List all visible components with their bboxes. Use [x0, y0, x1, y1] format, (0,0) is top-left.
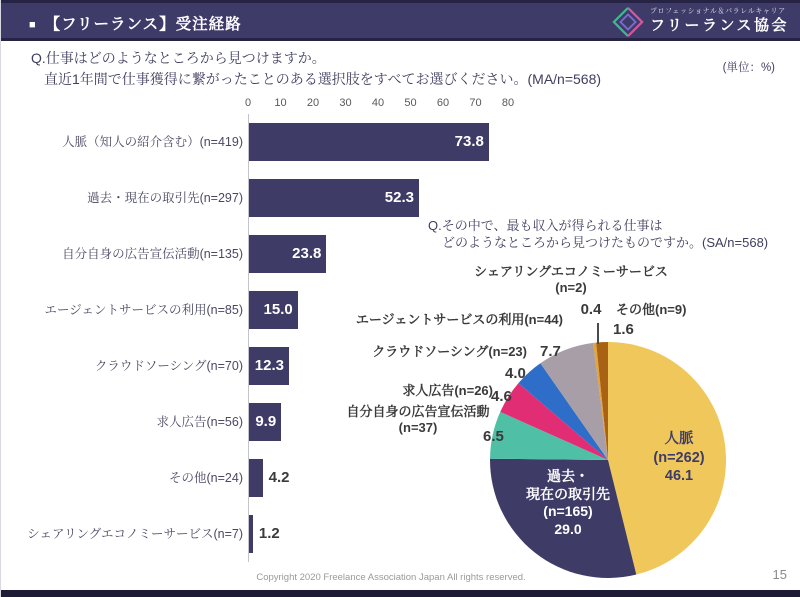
pie-label-job-ads-name: 求人広告 — [402, 383, 455, 398]
bar-value-label: 4.2 — [268, 469, 290, 486]
bar-category-label: エージェントサービスの利用(n=85) — [44, 303, 243, 317]
question-1 — [31, 48, 601, 90]
pie-label-past-clients-name-l2: 現在の取引先 — [526, 485, 610, 502]
bar-value-label: 23.8 — [292, 245, 322, 262]
bar-category-label: 求人広告(n=56) — [156, 415, 243, 429]
pie-label-agent — [331, 312, 563, 328]
logo-text-block — [650, 8, 789, 35]
pie-label-personal-network — [625, 430, 733, 486]
pie-value-job-ads: 4.6 — [491, 388, 512, 405]
bar — [249, 123, 489, 161]
bar-category-label: その他(n=24) — [169, 471, 243, 485]
copyright-text: Copyright 2020 Freelance Association Japan All rights reserved. — [256, 572, 526, 583]
bar-category-label: シェアリングエコノミーサービス(n=7) — [27, 527, 243, 541]
pie-label-self-promotion-name: 自分自身の広告宣伝活動 — [346, 404, 490, 419]
pie-label-sharing-economy-name: シェアリングエコノミーサービス — [474, 264, 668, 279]
pie-label-other — [616, 302, 686, 318]
pie-value-sharing-economy: 0.4 — [580, 301, 602, 318]
x-axis-ticks — [244, 97, 515, 111]
bar-value-label: 52.3 — [384, 189, 414, 206]
bar-value-label: 9.9 — [255, 413, 277, 430]
bar-category-label: 自分自身の広告宣伝活動(n=135) — [62, 247, 243, 261]
pie-leader-line — [597, 323, 599, 344]
title-bullet-icon: ■ — [29, 19, 37, 31]
pie-label-self-promotion — [334, 404, 502, 436]
x-axis-tick-label: 0 — [244, 97, 252, 109]
question-1-line1: Q.仕事はどのようなところから見つけますか。 — [31, 50, 326, 66]
bar — [249, 179, 419, 217]
pie-label-agent-name: エージェントサービスの利用 — [355, 312, 525, 327]
freelance-association-logo — [612, 6, 789, 38]
title-text: 【フリーランス】受注経路 — [44, 16, 242, 33]
pie-label-agent-n: (n=44) — [524, 312, 563, 327]
bar-value-label: 1.2 — [258, 525, 280, 542]
x-axis-tick-label: 20 — [306, 97, 320, 109]
page-title — [29, 12, 242, 34]
question-2 — [428, 217, 768, 251]
pie-label-self-promotion-n: (n=37) — [398, 420, 438, 435]
bar — [249, 515, 253, 553]
x-axis-tick-label: 80 — [501, 97, 515, 109]
unit-label: (単位：%) — [722, 62, 775, 74]
question-2-line2: どのようなところから見つけたものですか。(SA/n=568) — [442, 235, 769, 250]
question-1-line2: 直近1年間で仕事獲得に繋がったことのある選択肢をすべてお選びください。(MA/n=568) — [44, 71, 602, 87]
logo-org-name: フリーランス協会 — [650, 16, 789, 34]
pie-label-other-name: その他 — [616, 302, 656, 317]
x-axis-tick-label: 70 — [469, 97, 482, 109]
x-axis-tick-label: 40 — [371, 97, 385, 109]
pie-label-job-ads-n: (n=26) — [454, 383, 493, 398]
pie-value-crowdsourcing: 4.0 — [505, 365, 526, 382]
bar-category-label: 人脈（知人の紹介含む）(n=419) — [62, 135, 243, 149]
pie-label-sharing-economy — [451, 264, 691, 296]
bar-value-label: 15.0 — [263, 301, 293, 318]
pie-label-job-ads — [331, 383, 493, 399]
bar — [249, 403, 281, 441]
x-axis-tick-label: 10 — [274, 97, 287, 109]
bar-category-label: 過去・現在の取引先(n=297) — [87, 191, 243, 205]
logo-diamond-icon — [612, 6, 644, 38]
pie-label-past-clients — [515, 468, 621, 538]
pie-value-other: 1.6 — [613, 321, 634, 338]
pie-value-agent: 7.7 — [540, 343, 561, 360]
pie-value-self-promotion: 6.5 — [483, 428, 504, 445]
pie-label-crowdsourcing-n: (n=23) — [488, 344, 527, 359]
pie-label-personal-network-name: 人脈 — [664, 431, 694, 447]
header-bar — [1, 0, 800, 41]
bar — [249, 459, 263, 497]
bar — [249, 235, 326, 273]
bottom-border-bar — [1, 590, 800, 597]
logo-tagline: プロフェッショナル＆パラレルキャリア — [650, 8, 786, 16]
question-2-line1: Q.その中で、最も収入が得られる仕事は — [428, 218, 663, 233]
pie-label-past-clients-name-l1: 過去・ — [547, 468, 589, 484]
bar — [249, 347, 289, 385]
bar-value-label: 73.8 — [454, 133, 484, 150]
pie-label-crowdsourcing — [331, 344, 527, 360]
bar-category-label: クラウドソーシング(n=70) — [94, 359, 243, 373]
pie-label-crowdsourcing-name: クラウドソーシング — [372, 344, 489, 359]
pie-value-personal-network: 46.1 — [664, 468, 694, 484]
x-axis-tick-label: 50 — [404, 97, 417, 109]
bar-value-label: 12.3 — [254, 357, 284, 374]
pie-label-other-n: (n=9) — [655, 302, 687, 317]
pie-label-sharing-economy-n: (n=2) — [555, 280, 587, 295]
bar-row — [1, 114, 800, 170]
x-axis-tick-label: 60 — [436, 97, 450, 109]
pie-label-personal-network-n: (n=262) — [653, 449, 705, 466]
pie-label-past-clients-n: (n=165) — [543, 503, 593, 519]
page-number: 15 — [772, 567, 787, 582]
x-axis-tick-label: 30 — [339, 97, 352, 109]
pie-value-past-clients: 29.0 — [554, 520, 582, 537]
bar — [249, 291, 298, 329]
